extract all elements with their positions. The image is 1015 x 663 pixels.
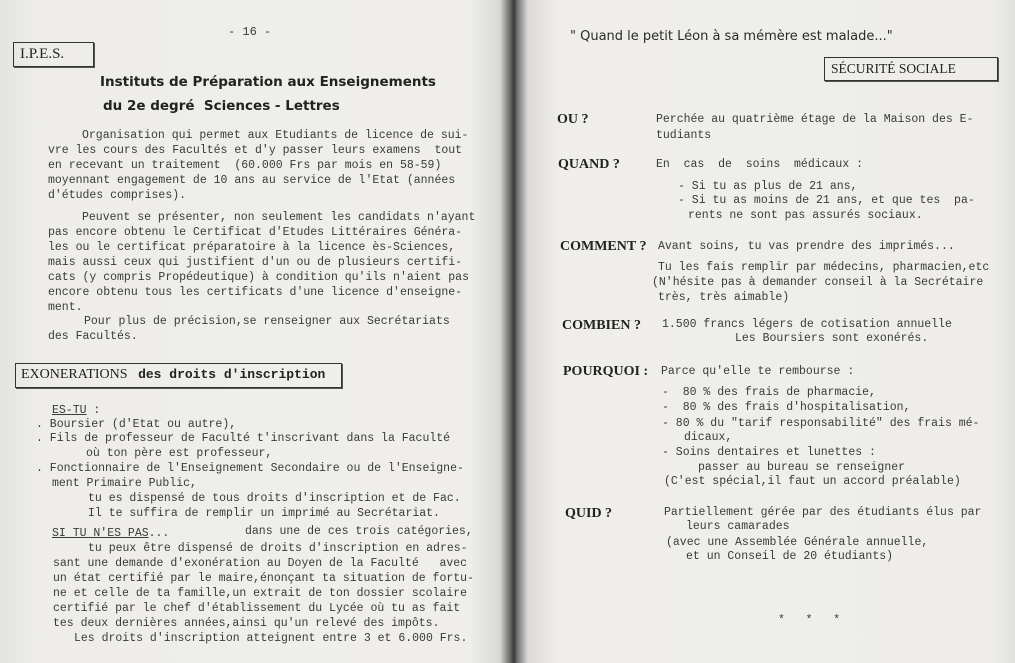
si-tu-rest: dans une de ces trois catégories, bbox=[245, 525, 473, 538]
combien-line: 1.500 francs légers de cotisation annuelle bbox=[662, 318, 952, 331]
quote: " Quand le petit Léon à sa mémère est malade..." bbox=[570, 29, 893, 44]
si-tu-dots: ... bbox=[148, 527, 170, 540]
item-line: Il te suffira de remplir un imprimé au Secrétariat. bbox=[88, 507, 440, 520]
para2-line: pas encore obtenu le Certificat d'Etudes Littéraires Généra- bbox=[48, 226, 463, 239]
item-line: . Fils de professeur de Faculté t'inscrivant dans la Faculté bbox=[36, 432, 451, 445]
quid-line: leurs camarades bbox=[686, 520, 790, 533]
comment-line: Tu les fais remplir par médecins, pharmacien,etc bbox=[658, 261, 990, 274]
ou-label: OU ? bbox=[557, 112, 589, 127]
para4-line: ne et celle de ta famille,un extrait de ton dossier scolaire bbox=[53, 587, 468, 600]
para4-line: Les droits d'inscription atteignent entre 3 et 6.000 Frs. bbox=[74, 632, 468, 645]
para2-line: encore obtenu tous les certificats d'une licence d'enseigne- bbox=[48, 286, 463, 299]
quid-label: QUID ? bbox=[565, 506, 613, 521]
ipes-label: I.P.E.S. bbox=[20, 46, 65, 62]
item-line: . Boursier (d'Etat ou autre), bbox=[36, 418, 237, 431]
es-tu-colon: : bbox=[86, 404, 101, 417]
ou-line: Perchée au quatrième étage de la Maison des E- bbox=[656, 113, 974, 126]
comment-line: (N'hésite pas à demander conseil à la Secrétaire bbox=[652, 276, 984, 289]
title-line1: Instituts de Préparation aux Enseignements bbox=[100, 74, 436, 90]
para4-line: sant une demande d'exonération au Doyen de la Faculté avec bbox=[53, 557, 468, 570]
item-line: où ton père est professeur, bbox=[86, 447, 273, 460]
page-number: - 16 - bbox=[228, 25, 272, 39]
asterisks-divider: * * * bbox=[778, 614, 841, 627]
para1-line: en recevant un traitement (60.000 Frs par mois en 58-59) bbox=[48, 159, 442, 172]
exonerations-rest: des droits d'inscription bbox=[138, 367, 326, 382]
comment-label: COMMENT ? bbox=[560, 239, 647, 254]
para2-line: cats (y compris Propédeutique) à condition qu'ils n'aient pas bbox=[48, 271, 469, 284]
quand-label: QUAND ? bbox=[558, 157, 620, 172]
para3-line: Pour plus de précision,se renseigner aux Secrétariats bbox=[84, 315, 450, 328]
para2-line: Peuvent se présenter, non seulement les candidats n'ayant bbox=[82, 211, 476, 224]
quid-line: et un Conseil de 20 étudiants) bbox=[686, 550, 894, 563]
para3-line: des Facultés. bbox=[48, 330, 138, 343]
para2-line: mais aussi ceux qui justifient d'un ou de plusieurs certifi- bbox=[48, 256, 463, 269]
si-tu-label: SI TU N'ES PAS bbox=[52, 527, 149, 540]
exonerations-word: EXONERATIONS bbox=[21, 367, 128, 382]
para2-line: les ou le certificat préparatoire à la licence ès-Sciences, bbox=[48, 241, 456, 254]
item-line: . Fonctionnaire de l'Enseignement Secondaire ou de l'Enseigne- bbox=[36, 462, 464, 475]
quand-line: rents ne sont pas assurés sociaux. bbox=[688, 209, 923, 222]
pourquoi-line: - 80 % du "tarif responsabilité" des frais mé- bbox=[662, 417, 980, 430]
para1-line: vre les cours des Facultés et d'y passer leurs examens tout bbox=[48, 144, 463, 157]
es-tu-heading bbox=[52, 404, 100, 418]
exonerations-heading bbox=[21, 367, 325, 383]
comment-line: très, très aimable) bbox=[658, 291, 790, 304]
item-line: ment Primaire Public, bbox=[52, 477, 197, 490]
quand-line: En cas de soins médicaux : bbox=[656, 158, 864, 171]
title-line2: du 2e degré Sciences - Lettres bbox=[103, 98, 340, 114]
combien-line: Les Boursiers sont exonérés. bbox=[735, 332, 929, 345]
para4-line: tu peux être dispensé de droits d'inscription en adres- bbox=[88, 542, 468, 555]
pourquoi-line: (C'est spécial,il faut un accord préalable) bbox=[664, 475, 961, 488]
combien-label: COMBIEN ? bbox=[562, 318, 641, 333]
pourquoi-line: - Soins dentaires et lunettes : bbox=[662, 446, 876, 459]
item-line: tu es dispensé de tous droits d'inscription et de Fac. bbox=[88, 492, 461, 505]
ou-line: tudiants bbox=[656, 129, 712, 142]
pourquoi-line: - 80 % des frais de pharmacie, bbox=[662, 386, 876, 399]
para4-line: certifié par le chef d'établissement du Lycée où tu as fait bbox=[53, 602, 461, 615]
si-tu-heading bbox=[52, 527, 169, 541]
para4-line: tes deux dernières années,ainsi qu'un relevé des impôts. bbox=[53, 617, 440, 630]
para1-line: d'études comprises). bbox=[48, 189, 187, 202]
quand-line: - Si tu as moins de 21 ans, et que tes pa- bbox=[678, 194, 975, 207]
quid-line: (avec une Assemblée Générale annuelle, bbox=[666, 536, 929, 549]
es-tu-label: ES-TU bbox=[52, 404, 87, 417]
pourquoi-line: - 80 % des frais d'hospitalisation, bbox=[662, 401, 911, 414]
quand-line: - Si tu as plus de 21 ans, bbox=[678, 180, 858, 193]
para1-line: moyennant engagement de 10 ans au service de l'Etat (années bbox=[48, 174, 456, 187]
pourquoi-line: passer au bureau se renseigner bbox=[698, 461, 906, 474]
comment-line: Avant soins, tu vas prendre des imprimés... bbox=[658, 240, 955, 253]
para2-line: ment. bbox=[48, 301, 83, 314]
securite-sociale-heading: SÉCURITÉ SOCIALE bbox=[831, 61, 956, 76]
pourquoi-line: dicaux, bbox=[684, 431, 733, 444]
pourquoi-label: POURQUOI : bbox=[563, 364, 649, 379]
para4-line: un état certifié par le maire,énonçant ta situation de fortu- bbox=[53, 572, 474, 585]
para1-line: Organisation qui permet aux Etudiants de licence de sui- bbox=[82, 129, 469, 142]
quid-line: Partiellement gérée par des étudiants élus par bbox=[664, 506, 982, 519]
pourquoi-line: Parce qu'elle te rembourse : bbox=[661, 365, 855, 378]
